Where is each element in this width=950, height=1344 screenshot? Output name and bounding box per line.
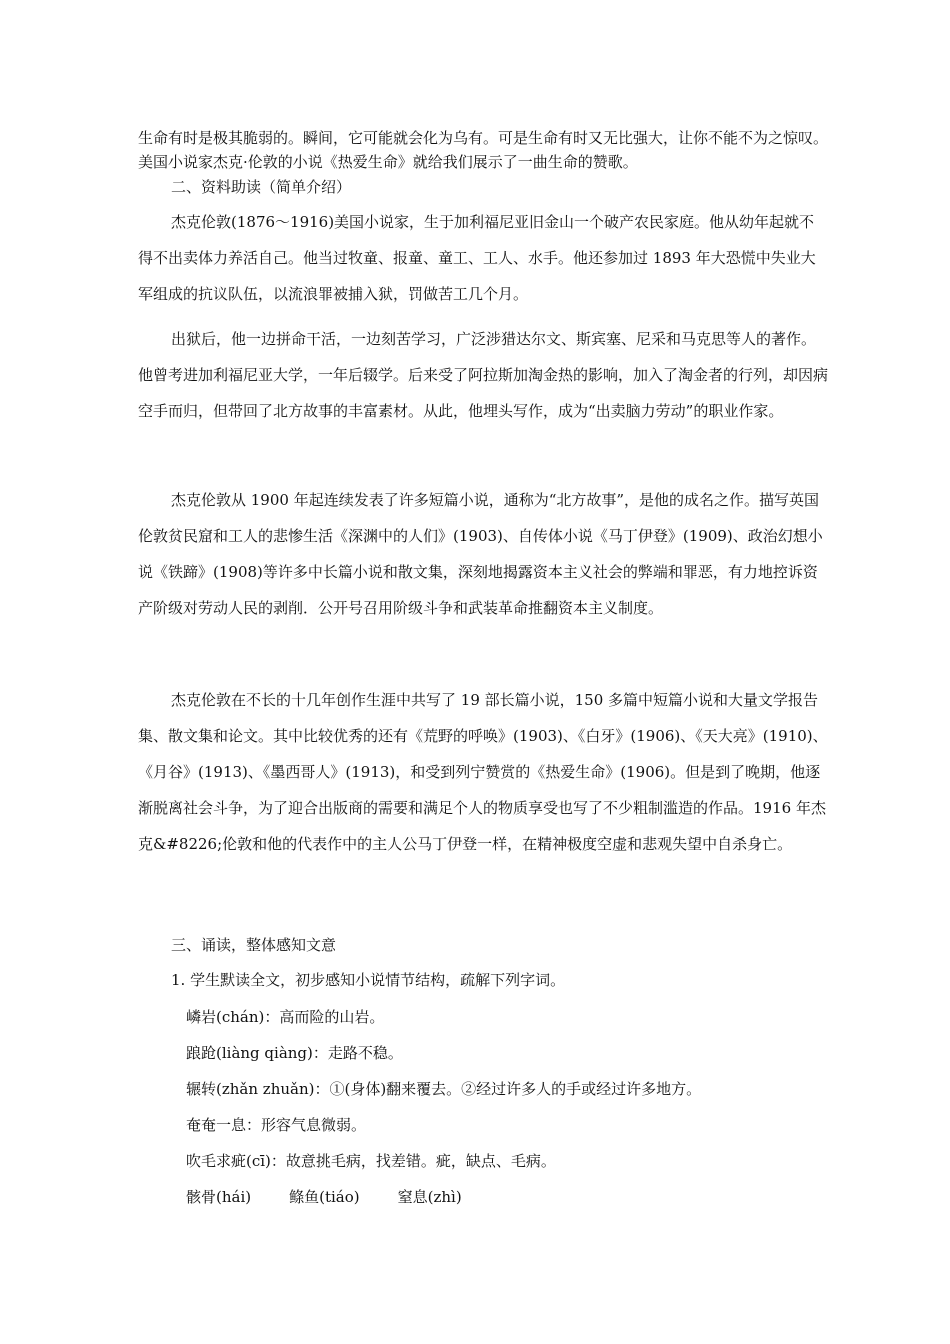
vocab-item: 嶙岩(chán)：高而险的山岩。 bbox=[186, 1008, 385, 1026]
vocab-term: 窒息(zhì) bbox=[397, 1188, 462, 1206]
vocab-term: 鲦鱼(tiáo) bbox=[289, 1188, 360, 1206]
vocab-term: 骸骨(hái) bbox=[186, 1188, 252, 1206]
bio-paragraph-4: 杰克伦敦在不长的十几年创作生涯中共写了 19 部长篇小说，150 多篇中短篇小说和大量文学报告集、散文集和论文。其中比较优秀的还有《荒野的呼唤》(1903)、《白牙》(1906)、《天大亮》(1910)、《月谷》(1913)、《墨西哥人》(1913)，和受到列宁赞赏的《热爱生命》(1906)。但是到了晚期，他逐渐脱离社会斗争，为了迎合出版商的需要和满足个人的物质享受也写了不少粗制滥造的作品。1916 年杰克&#8226;伦敦和他的代表作中的主人公马丁伊登一样，在精神极度空虚和悲观失望中自杀身亡。 bbox=[138, 691, 828, 853]
vocab-item: 奄奄一息：形容气息微弱。 bbox=[186, 1116, 367, 1134]
intro-paragraph: 生命有时是极其脆弱的。瞬间，它可能就会化为乌有。可是生命有时又无比强大，让你不能不为之惊叹。美国小说家杰克·伦敦的小说《热爱生命》就给我们展示了一曲生命的赞歌。 bbox=[138, 129, 829, 171]
vocab-row-last bbox=[186, 1187, 462, 1207]
bio-paragraph-2: 出狱后，他一边拼命干活，一边刻苦学习，广泛涉猎达尔文、斯宾塞、尼采和马克思等人的著作。他曾考进加利福尼亚大学，一年后辍学。后来受了阿拉斯加淘金热的影响，加入了淘金者的行列，却因病空手而归，但带回了北方故事的丰富素材。从此，他埋头写作，成为“出卖脑力劳动”的职业作家。 bbox=[138, 330, 829, 420]
vocab-item: 踉跄(liàng qiàng)：走路不稳。 bbox=[186, 1044, 403, 1062]
vocab-item: 吹毛求疵(cī)：故意挑毛病，找差错。疵，缺点、毛病。 bbox=[186, 1152, 556, 1170]
bio-paragraph-1: 杰克伦敦(1876～1916)美国小说家，生于加利福尼亚旧金山一个破产农民家庭。他从幼年起就不得不出卖体力养活自己。他当过牧童、报童、童工、工人、水手。他还参加过 1893 年大恐慌中失业大军组成的抗议队伍，以流浪罪被捕入狱，罚做苦工几个月。 bbox=[138, 213, 816, 303]
bio-paragraph-3: 杰克伦敦从 1900 年起连续发表了许多短篇小说，通称为“北方故事”，是他的成名之作。描写英国伦敦贫民窟和工人的悲惨生活《深渊中的人们》(1903)、自传体小说《马丁伊登》(1909)、政治幻想小说《铁蹄》(1908)等许多中长篇小说和散文集，深刻地揭露资本主义社会的弊端和罪恶，有力地控诉资产阶级对劳动人民的剥削．公开号召用阶级斗争和武装革命推翻资本主义制度。 bbox=[138, 491, 823, 617]
reading-task-1: 1. 学生默读全文，初步感知小说情节结构，疏解下列字词。 bbox=[171, 971, 566, 989]
section-heading-reference: 二、资料助读（简单介绍） bbox=[171, 178, 352, 196]
vocab-item: 辗转(zhǎn zhuǎn)：①(身体)翻来覆去。②经过许多人的手或经过许多地方。 bbox=[186, 1080, 702, 1098]
section-heading-reading: 三、诵读，整体感知文意 bbox=[171, 936, 337, 954]
